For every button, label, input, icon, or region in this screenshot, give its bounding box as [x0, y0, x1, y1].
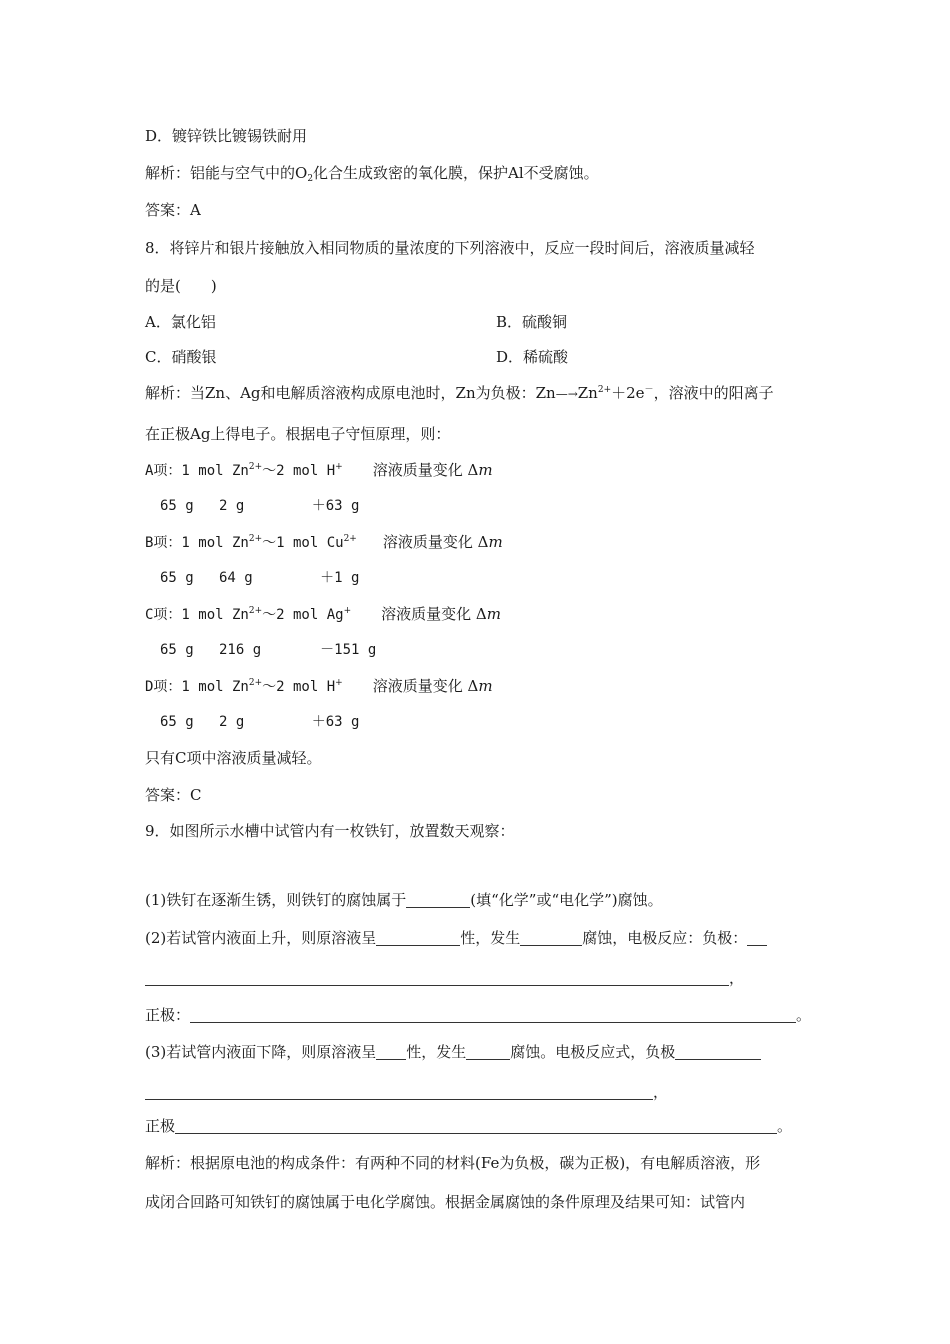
- blank-8[interactable]: [466, 1043, 510, 1060]
- q8-option-d: D．稀硫酸: [496, 348, 569, 366]
- q8-stem-line2: 的是( ): [145, 277, 217, 295]
- blank-6[interactable]: [190, 1006, 796, 1023]
- blank-9[interactable]: [675, 1043, 761, 1060]
- q9-analysis-line2: 成闭合回路可知铁钉的腐蚀属于电化学腐蚀。根据金属腐蚀的条件原理及结果可知：试管内: [145, 1193, 746, 1211]
- q9-part3-positive: 正极 。: [145, 1117, 793, 1135]
- q8-option-row-1: [145, 312, 216, 332]
- q8-answer: 答案：C: [145, 786, 202, 804]
- q9-part2-positive: 正极： 。: [145, 1006, 812, 1024]
- q9-part2-negative-cont: ，: [145, 968, 744, 988]
- q8-option-a: A．氯化铝: [145, 313, 216, 331]
- blank-10[interactable]: [145, 1083, 653, 1100]
- q8-item-b: B项：1 mol $Zn^{2+}\sim 1$ mol $Cu^{2+}$ 溶液质量变化 Δm: [145, 533, 503, 551]
- blank-3[interactable]: [520, 929, 582, 946]
- blank-5[interactable]: [145, 969, 729, 986]
- q9-part3-negative-cont: ，: [145, 1082, 668, 1102]
- q9-analysis-line1: 解析：根据原电池的构成条件：有两种不同的材料(Fe为负极，碳为正极)，有电解质溶液，形: [145, 1154, 761, 1172]
- blank-1[interactable]: [406, 891, 470, 908]
- q8-item-b-values: 65 g 64 g ＋1 g: [160, 570, 360, 586]
- blank-2[interactable]: [376, 929, 460, 946]
- q7-option-d: D．镀锌铁比镀锡铁耐用: [145, 127, 308, 145]
- q9-part3: (3)若试管内液面下降，则原溶液呈 性，发生 腐蚀。电极反应式，负极: [145, 1042, 761, 1062]
- q8-item-c-values: 65 g 216 g －151 g: [160, 642, 377, 658]
- q8-item-c: C项：1 mol $Zn^{2+}\sim 2$ mol Ag+ 溶液质量变化 Δm: [145, 605, 501, 623]
- q9-part1: (1)铁钉在逐渐生锈，则铁钉的腐蚀属于 (填“化学”或“电化学”)腐蚀。: [145, 891, 663, 909]
- q8-item-a-values: 65 g 2 g ＋63 g: [160, 498, 360, 514]
- q8-option-b: B．硫酸铜: [496, 313, 568, 331]
- q8-item-d-values: 65 g 2 g ＋63 g: [160, 714, 360, 730]
- blank-11[interactable]: [175, 1117, 777, 1134]
- q8-option-c: C．硝酸银: [145, 348, 217, 366]
- q9-part2: (2)若试管内液面上升，则原溶液呈 性，发生 腐蚀，电极反应：负极：: [145, 928, 767, 948]
- q9-stem: 9．如图所示水槽中试管内有一枚铁钉，放置数天观察：: [145, 822, 515, 840]
- q8-item-a: A项：1 mol $Zn^{2+}\sim 2$ mol H+ 溶液质量变化 Δm: [145, 461, 493, 479]
- q8-stem-line1: 8．将锌片和银片接触放入相同物质的量浓度的下列溶液中，反应一段时间后，溶液质量减轻: [145, 239, 755, 257]
- q7-answer: 答案：A: [145, 201, 201, 219]
- blank-4[interactable]: [747, 929, 767, 946]
- q8-item-d: D项：1 mol $Zn^{2+}\sim 2$ mol H+ 溶液质量变化 Δm: [145, 677, 493, 695]
- q8-conclusion: 只有C项中溶液质量减轻。: [145, 749, 322, 767]
- blank-7[interactable]: [376, 1043, 406, 1060]
- q8-analysis-line1: 解析：当Zn、Ag和电解质溶液构成原电池时，Zn为负极：$Zn—\to Zn^{2+}+2e^-$，溶液中的阳离子: [145, 384, 774, 402]
- q8-analysis-line2: 在正极Ag上得电子。根据电子守恒原理，则：: [145, 425, 451, 443]
- q7-analysis: 解析：铝能与空气中的$O_2$化合生成致密的氧化膜，保护Al不受腐蚀。: [145, 164, 599, 184]
